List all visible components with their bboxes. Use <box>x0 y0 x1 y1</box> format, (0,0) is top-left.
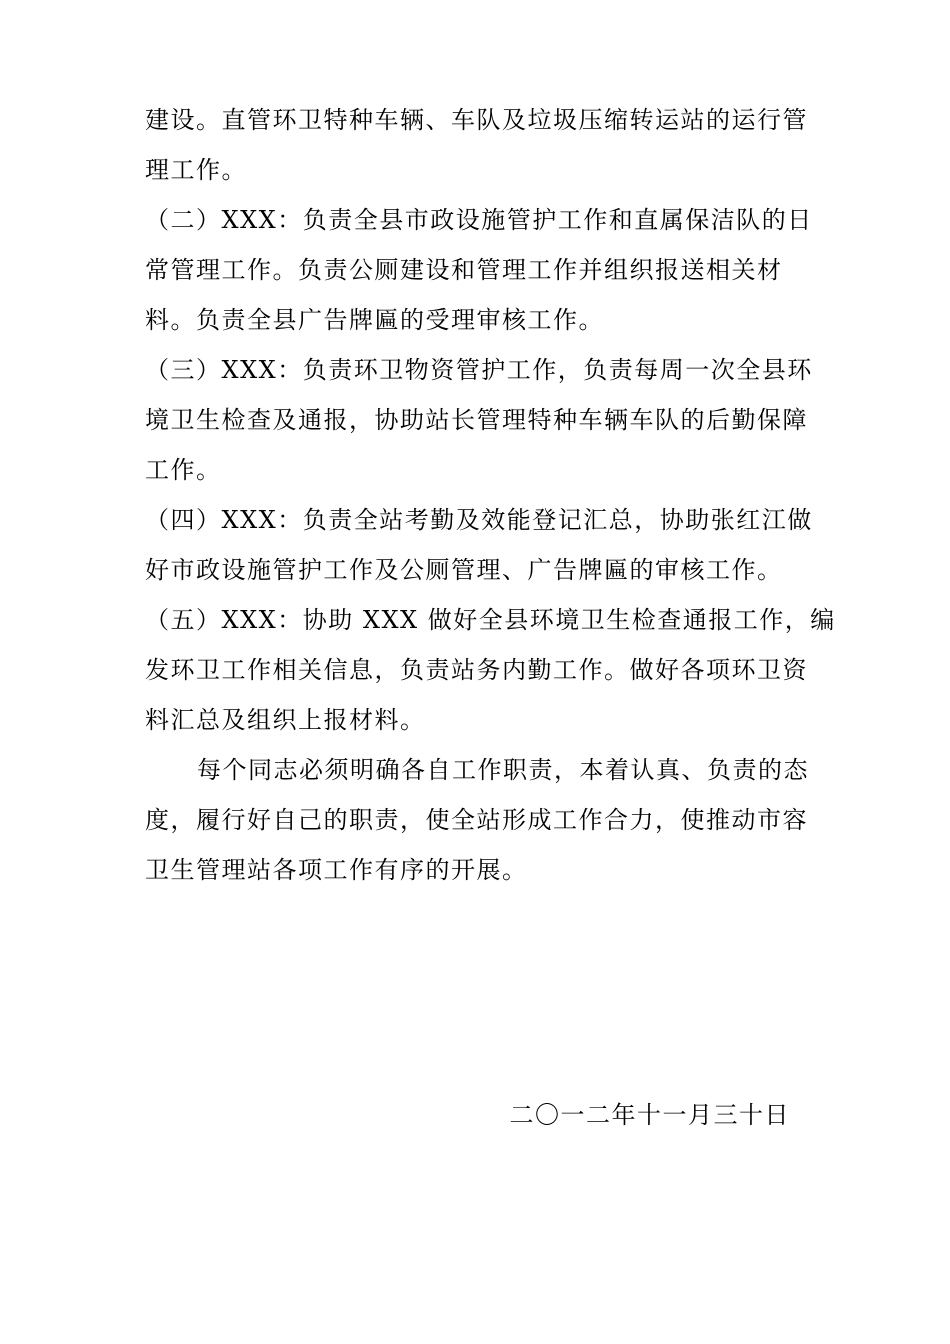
text-line: 料。负责全县广告牌匾的受理审核工作。 <box>145 306 604 334</box>
text-line: 度，履行好自己的职责，使全站形成工作合力，使推动市容 <box>145 806 808 834</box>
text-line: 建设。直管环卫特种车辆、车队及垃圾压缩转运站的运行管 <box>145 106 808 134</box>
document-body <box>145 95 836 895</box>
text-line: 工作。 <box>145 456 222 484</box>
text-line: 常管理工作。负责公厕建设和管理工作并组织报送相关材 <box>145 256 783 284</box>
text-line: 料汇总及组织上报材料。 <box>145 706 426 734</box>
text-line: （二）XXX：负责全县市政设施管护工作和直属保洁队的日 <box>145 206 813 234</box>
text-line: 理工作。 <box>145 156 247 184</box>
text-line: 卫生管理站各项工作有序的开展。 <box>145 856 528 884</box>
text-line: 发环卫工作相关信息，负责站务内勤工作。做好各项环卫资 <box>145 656 808 684</box>
text-line: （三）XXX：负责环卫物资管护工作，负责每周一次全县环 <box>145 356 813 384</box>
text-line: 好市政设施管护工作及公厕管理、广告牌匾的审核工作。 <box>145 556 783 584</box>
text-line: （五）XXX：协助 XXX 做好全县环境卫生检查通报工作，编 <box>145 606 836 634</box>
text-line: 境卫生检查及通报，协助站长管理特种车辆车队的后勤保障 <box>145 406 808 434</box>
text-line: 每个同志必须明确各自工作职责，本着认真、负责的态 <box>197 756 809 784</box>
document-date: 二〇一二年十一月三十日 <box>509 1101 790 1129</box>
text-line: （四）XXX：负责全站考勤及效能登记汇总，协助张红江做 <box>145 506 813 534</box>
